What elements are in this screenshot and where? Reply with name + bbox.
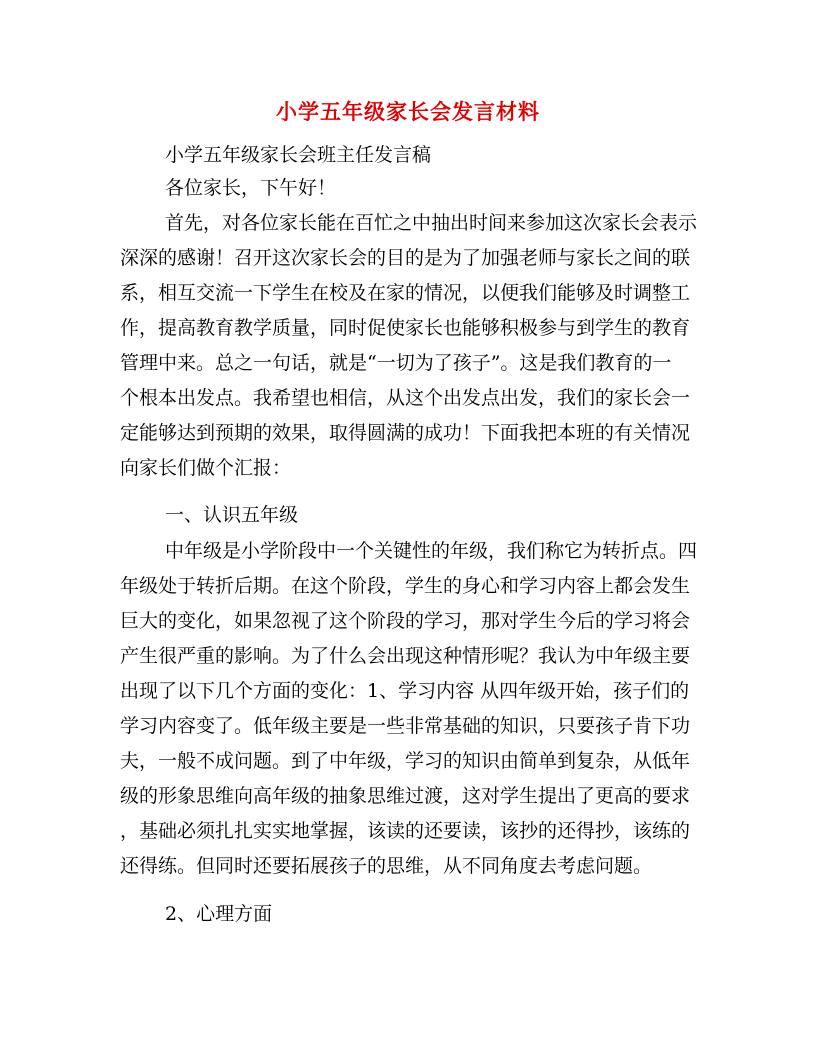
paragraph-line: 夫，一般不成问题。到了中年级，学习的知识由简单到复杂，从低年 [120,750,691,772]
paragraph-line: 作，提高教育教学质量，同时促使家长也能够积极参与到学生的教育 [120,317,691,339]
paragraph-line: 系，相互交流一下学生在校及在家的情况，以便我们能够及时调整工 [120,282,691,304]
paragraph-line: 出现了以下几个方面的变化：1、学习内容 从四年级开始，孩子们的 [120,680,690,702]
paragraph-line: 深深的感谢！召开这次家长会的目的是为了加强老师与家长之间的联 [120,247,691,269]
paragraph-line: 首先，对各位家长能在百忙之中抽出时间来参加这次家长会表示 [165,212,698,234]
section-heading: 2、心理方面 [165,903,273,925]
paragraph-line: 管理中来。总之一句话，就是“一切为了孩子”。这是我们教育的一 [120,352,672,374]
paragraph-line: 年级处于转折后期。在这个阶段，学生的身心和学习内容上都会发生 [120,575,691,597]
paragraph-line: 级的形象思维向高年级的抽象思维过渡，这对学生提出了更高的要求 [120,785,691,807]
paragraph-line: 定能够达到预期的效果，取得圆满的成功！下面我把本班的有关情况 [120,422,691,444]
paragraph-line: ，基础必须扎扎实实地掌握，该读的还要读，该抄的还得抄，该练的 [120,820,691,842]
paragraph-line: 产生很严重的影响。为了什么会出现这种情形呢？我认为中年级主要 [120,645,691,667]
section-heading: 一、认识五年级 [165,504,299,526]
paragraph-line: 中年级是小学阶段中一个关键性的年级，我们称它为转折点。四 [165,540,698,562]
paragraph-line: 个根本出发点。我希望也相信，从这个出发点出发，我们的家长会一 [120,387,691,409]
document-title: 小学五年级家长会发言材料 [276,99,540,124]
paragraph-line: 还得练。但同时还要拓展孩子的思维，从不同角度去考虑问题。 [120,855,653,877]
paragraph-line: 学习内容变了。低年级主要是一些非常基础的知识，只要孩子肯下功 [120,715,691,737]
paragraph-line: 巨大的变化，如果忽视了这个阶段的学习，那对学生今后的学习将会 [120,610,691,632]
paragraph-line: 向家长们做个汇报： [120,457,292,479]
greeting-line: 各位家长，下午好！ [165,177,337,199]
subtitle-line: 小学五年级家长会班主任发言稿 [165,144,432,166]
